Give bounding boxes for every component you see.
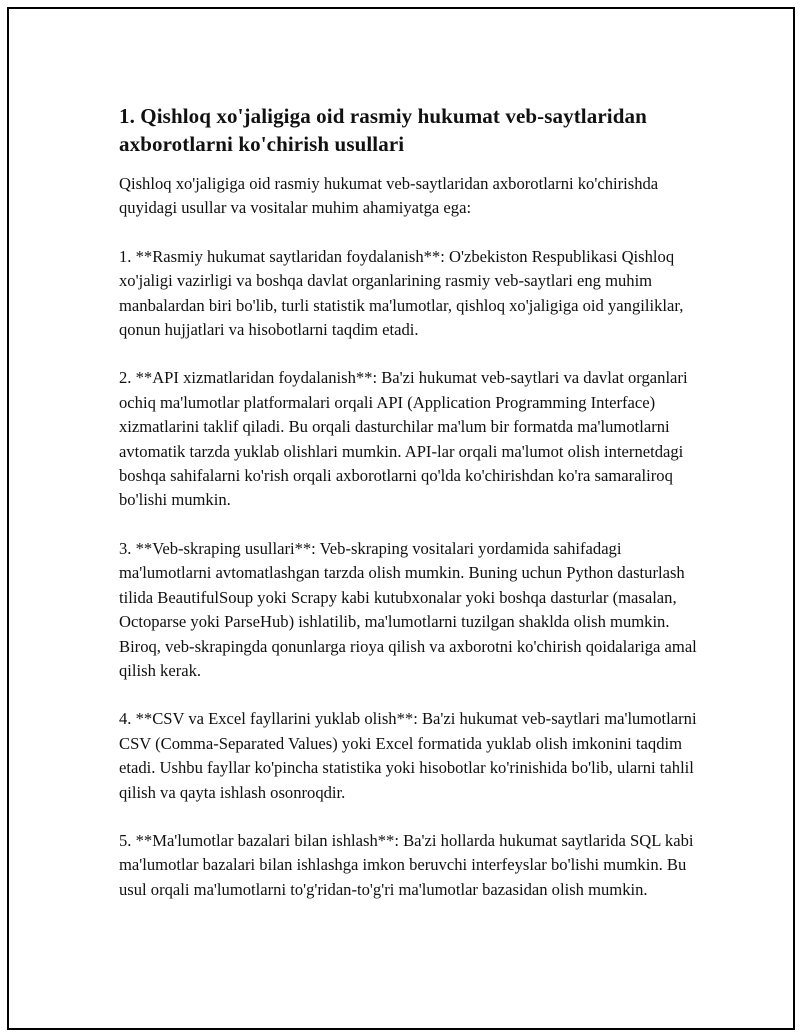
paragraph-4-csv-excel: 4. **CSV va Excel fayllarini yuklab olish**: Ba'zi hukumat veb-saytlari ma'lumotlarni CSV (Comma-Separated Values) yoki Excel formatida yuklab olish imkonini taqdim etadi. Ushbu fayllar ko'pincha statistika yoki hisobotlar ko'rinishida bo'lib, ularni tahlil qilish va qayta ishlash osonroqdir.: [119, 709, 697, 802]
intro-paragraph: Qishloq xo'jaligiga oid rasmiy hukumat veb-saytlaridan axborotlarni ko'chirishda quyidagi usullar va vositalar muhim ahamiyatga ega:: [119, 174, 659, 218]
document-body: [119, 102, 709, 902]
paragraph-3-web-scraping: 3. **Veb-skraping usullari**: Veb-skraping vositalari yordamida sahifadagi ma'lumotlarni avtomatlashgan tarzda olish mumkin. Buning uchun Python dasturlash tilida BeautifulSoup yoki Scrapy kabi kutubxonalar yoki boshqa dasturlar (masalan, Octoparse yoki ParseHub) ishlatilib, ma'lumotlarni tuzilgan shaklda olish mumkin. Biroq, veb-skrapingda qonunlarga rioya qilish va axborotni ko'chirish qoidalariga amal qilish kerak.: [119, 538, 697, 680]
paragraph-2-api-services: 2. **API xizmatlaridan foydalanish**: Ba'zi hukumat veb-saytlari va davlat organlari ochiq ma'lumotlar platformalari orqali API (Application Programming Interface) xizmatlarini taklif qiladi. Bu orqali dasturchilar ma'lum bir formatda ma'lumotlarni avtomatik tarzda yuklab olishlari mumkin. API-lar orqali ma'lumot olish internetdagi boshqa sahifalarni ko'rish orqali axborotlarni qo'lda ko'chirishdan ko'ra samaraliroq bo'lishi mumkin.: [119, 368, 688, 510]
document-title: 1. Qishloq xo'jaligiga oid rasmiy hukumat veb-saytlaridan axborotlarni ko'chirish usullari: [119, 104, 647, 156]
paragraph-5-databases: 5. **Ma'lumotlar bazalari bilan ishlash**: Ba'zi hollarda hukumat saytlarida SQL kabi ma'lumotlar bazalari bilan ishlashga imkon beruvchi interfeyslar bo'lishi mumkin. Bu usul orqali ma'lumotlarni to'g'ridan-to'g'ri ma'lumotlar bazasidan olish mumkin.: [119, 830, 694, 899]
paragraph-1-official-sites: 1. **Rasmiy hukumat saytlaridan foydalanish**: O'zbekiston Respublikasi Qishloq xo'jaligi vazirligi va boshqa davlat organlarining rasmiy veb-saytlari eng muhim manbalardan biri bo'lib, turli statistik ma'lumotlar, qishloq xo'jaligiga oid yangiliklar, qonun hujjatlari va hisobotlarni taqdim etadi.: [119, 246, 684, 340]
page-frame: [7, 7, 795, 1030]
